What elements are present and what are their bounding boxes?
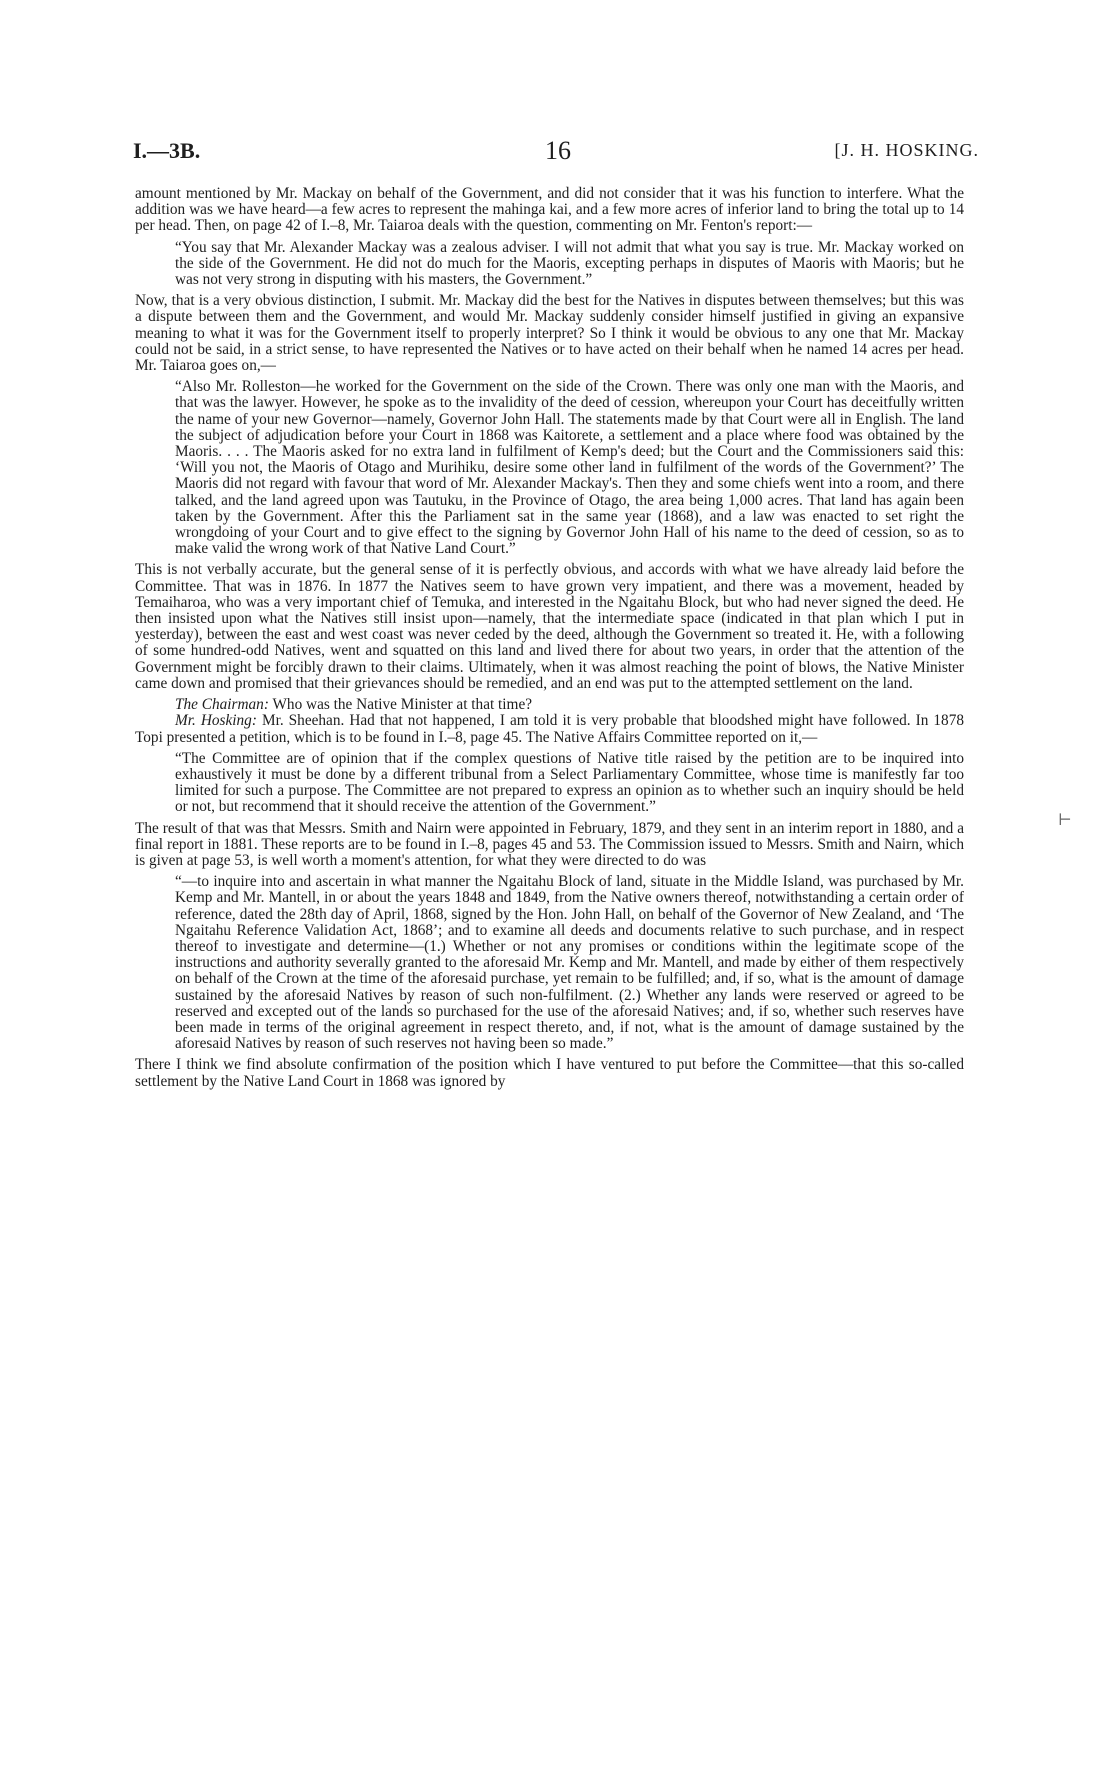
speaker-label: The Chairman: [175,696,269,714]
dialogue-line [135,713,964,745]
speaker-label: Mr. Hosking: [175,712,257,730]
paragraph: The result of that was that Messrs. Smith and Nairn were appointed in February, 1879, and they sent in an interim report in 1880, and a final report in 1881. These reports are to be found in I.–8, pages 45 and 53. The Commission issued to Messrs. Smith and Nairn, which is given at page 53, is well worth a moment's attention, for what they were directed to do was [135,819,964,869]
paragraph: There I think we find absolute confirmation of the position which I have ventured to put before the Committee—that this so-called settlement by the Native Land Court in 1868 was ignored by [135,1056,964,1090]
page-number: 16 [545,136,571,165]
quoted-passage: “Also Mr. Rolleston—he worked for the Government on the side of the Crown. There was only one man with the Maoris, and that was the lawyer. However, he spoke as to the invalidity of the deed of cession, whereupon your Court has deceitfully written the name of your new Governor—namely, Governor John Hall. The statements made by that Court were all in English. The land the subject of adjudication before your Court in 1868 was Kaitorete, a settlement and a place where food was obtained by the Maoris. . . . The Maoris asked for no extra land in fulfilment of Kemp's deed; but the Court and the Commissioners said this: ‘Will you not, the Maoris of Otago and Murihiku, desire some other land in fulfilment of the words of the Government?’ The Maoris did not regard with favour that word of Mr. Alexander Mackay's. Then they and some chiefs went into a room, and there talked, and the land agreed upon was Tautuku, in the Province of Otago, the area being 1,000 acres. That land has again been taken by the Government. After this the Parliament sat in the same year (1868), and a law was enacted to set right the wrongdoing of your Court and to give effect to the signing by Governor John Hall of his name to the deed of cession, so as to make valid the wrong work of that Native Land Court.” [175,378,964,558]
paragraph: This is not verbally accurate, but the general sense of it is perfectly obvious, and accords with what we have already laid before the Committee. That was in 1876. In 1877 the Natives seem to have grown very impatient, and there was a movement, headed by Temaiharoa, who was a very important chief of Temuka, and interested in the Ngaitahu Block, but who had never signed the deed. He then insisted upon what the Natives still insist upon—namely, that the intermediate space (indicated in that plan which I put in yesterday), between the east and west coast was never ceded by the deed, although the Government so treated it. He, with a following of some hundred-odd Natives, went and squatted on this land and lived there for about two years, in order that the attention of the Government might be forcibly drawn to their claims. Ultimately, when it was almost reaching the point of blows, the Native Minister came down and promised that their grievances should be remedied, and an end was put to the attempted settlement on the land. [135,561,964,692]
paragraph: amount mentioned by Mr. Mackay on behalf of the Government, and did not consider that it was his function to interfere. What the addition was we have heard—a few acres to represent the mahinga kai, and a few more acres of inferior land to bring the total up to 14 per head. Then, on page 42 of I.–8, Mr. Taiaroa deals with the question, commenting on Mr. Fenton's report:— [135,185,964,235]
margin-mark-icon: ⊢ [1058,812,1072,829]
quoted-passage: “You say that Mr. Alexander Mackay was a zealous adviser. I will not admit that what you say is true. Mr. Mackay worked on the side of the Government. He did not do much for the Maoris, excepting perhaps in disputes of Maoris with Maoris; but he was not very strong in disputing with his masters, the Government.” [175,238,964,289]
quoted-passage: “—to inquire into and ascertain in what manner the Ngaitahu Block of land, situate in the Middle Island, was purchased by Mr. Kemp and Mr. Mantell, in or about the years 1848 and 1849, from the Native owners thereof, notwithstanding a certain order of reference, dated the 28th day of April, 1868, signed by the Hon. John Hall, on behalf of the Governor of New Zealand, and ‘The Ngaitahu Reference Validation Act, 1868’; and to examine all deeds and documents relative to such purchase, and in respect thereof to investigate and determine—(1.) Whether or not any promises or conditions within the legitimate scope of the instructions and authority severally granted to the aforesaid Mr. Kemp and Mr. Mantell, and made by either of them respectively on behalf of the Crown at the time of the aforesaid purchase, yet remain to be fulfilled; and, if so, what is the amount of damage sustained by the aforesaid Natives by reason of such non-fulfilment. (2.) Whether any lands were reserved or agreed to be reserved and excepted out of the lands so purchased for the use of the aforesaid Natives; and, if so, whether such reserves have been made in terms of the original agreement in respect thereto, and, if not, what is the amount of damage sustained by the aforesaid Natives by reason of such reserves not having been so made.” [175,873,964,1053]
dialogue-text: Mr. Sheehan. Had that not happened, I am told it is very probable that bloodshed might have followed. In 1878 Topi presented a petition, which is to be found in I.–8, page 45. The Native Affairs Committee reported on it,— [135,712,965,746]
paragraph: Now, that is a very obvious distinction, I submit. Mr. Mackay did the best for the Natives in disputes between themselves; but this was a dispute between them and the Government, and would Mr. Mackay suddenly consider himself justified in giving an expansive meaning to what it was for the Government itself to properly interpret? So I think it would be obvious to any one that Mr. Mackay could not be said, in a strict sense, to have represented the Natives or to have acted on their behalf when he named 14 acres per head. Mr. Taiaroa goes on,— [135,292,964,375]
page-header [133,138,979,168]
speaker-reference: [J. H. HOSKING. [834,140,979,160]
page-body [135,186,964,1095]
document-reference: I.—3B. [133,138,201,163]
dialogue-text: Who was the Native Minister at that time? [272,696,533,714]
dialogue-line [135,697,964,713]
quoted-passage: “The Committee are of opinion that if the complex questions of Native title raised by the petition are to be inquired into exhaustively it must be done by a different tribunal from a Select Parliamentary Committee, whose time is manifestly far too limited for such a purpose. The Committee are not prepared to express an opinion as to whether such an inquiry should be held or not, but recommend that it should receive the attention of the Government.” [175,749,964,816]
